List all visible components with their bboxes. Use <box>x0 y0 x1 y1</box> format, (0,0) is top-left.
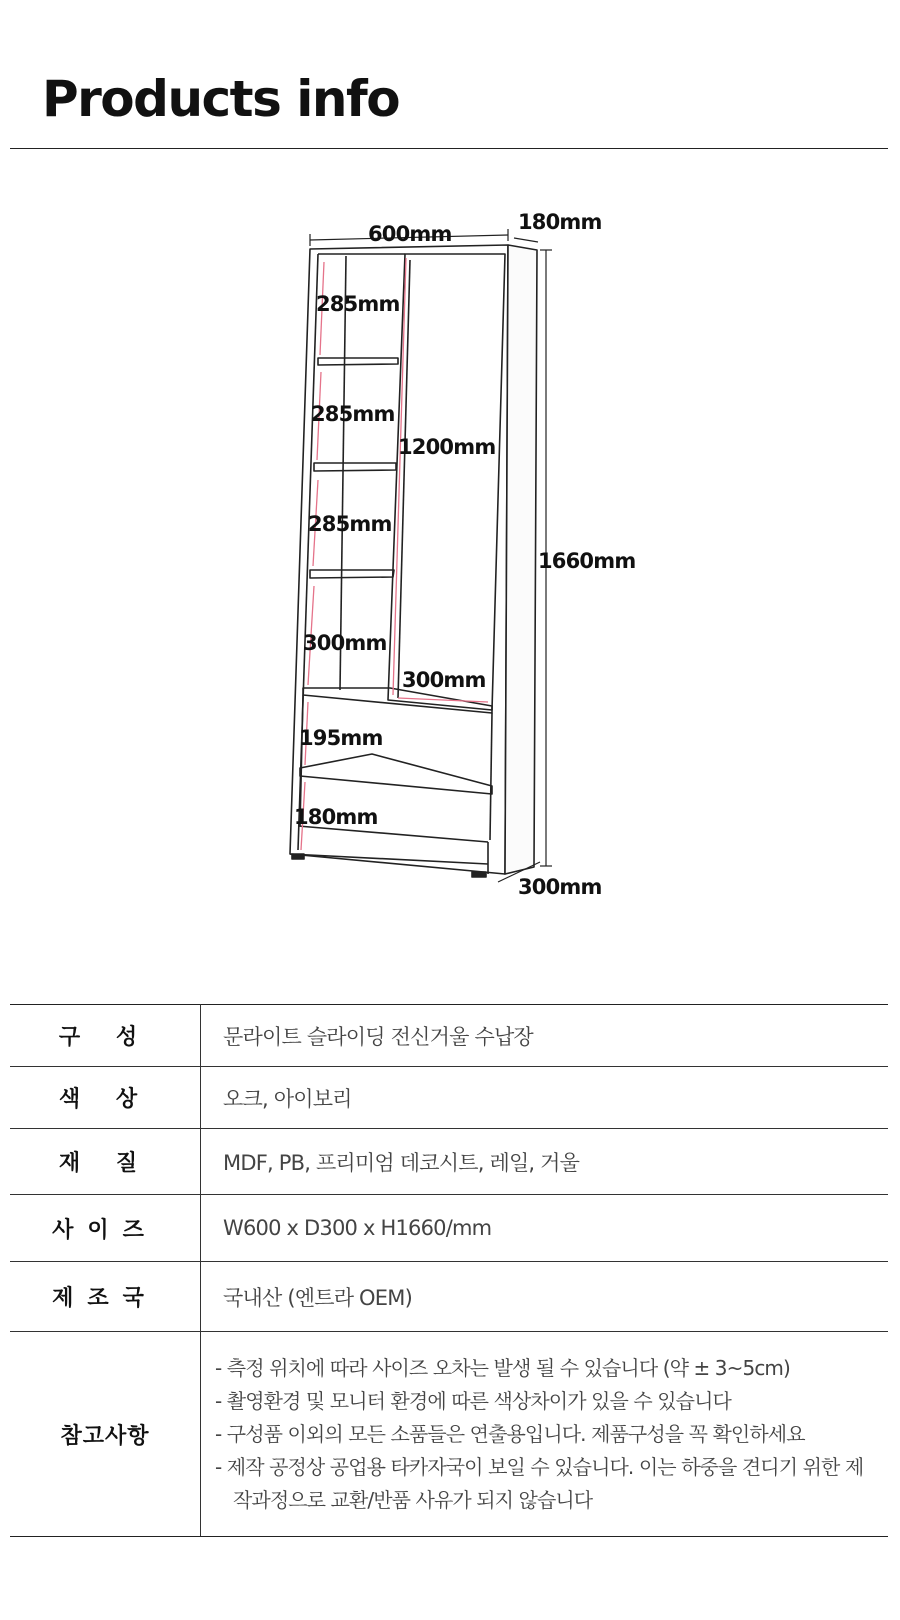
spec-label: 색 상 <box>10 1067 201 1129</box>
cabinet-side-panel <box>505 245 537 874</box>
spec-row-material <box>10 1129 888 1195</box>
shelf-height-label: 285mm <box>308 512 392 536</box>
shelf-height-label: 180mm <box>294 805 378 829</box>
height-label: 1660mm <box>538 549 636 573</box>
note-item: - 측정 위치에 따라 사이즈 오차는 발생 될 수 있습니다 (약 ± 3~5cm) <box>215 1355 790 1380</box>
spec-row-composition <box>10 1005 888 1067</box>
spec-label: 사이즈 <box>10 1195 201 1262</box>
shelf-height-label: 300mm <box>303 631 387 655</box>
title-divider <box>10 148 888 149</box>
spec-notes-cell <box>201 1332 889 1537</box>
shelf-height-label: 195mm <box>299 726 383 750</box>
spec-label: 재 질 <box>10 1129 201 1195</box>
cabinet-drawing <box>0 150 900 950</box>
page-title: Products info <box>42 70 400 128</box>
spec-row-color <box>10 1067 888 1129</box>
spec-row-origin <box>10 1262 888 1332</box>
depth-bottom-label: 300mm <box>518 875 602 899</box>
width-label: 600mm <box>368 222 452 246</box>
spec-table <box>10 1004 888 1537</box>
spec-value: 오크, 아이보리 <box>201 1067 889 1129</box>
depth-top-label: 180mm <box>518 210 602 234</box>
mirror-door <box>388 254 505 710</box>
mirror-height-label: 1200mm <box>398 435 496 459</box>
cabinet-dimension-diagram <box>0 150 900 950</box>
spec-label: 제조국 <box>10 1262 201 1332</box>
spec-label: 구 성 <box>10 1005 201 1067</box>
note-item: - 구성품 이외의 모든 소품들은 연출용입니다. 제품구성을 꼭 확인하세요 <box>215 1421 805 1446</box>
notes-list <box>215 1352 872 1517</box>
spec-label: 참고사항 <box>10 1332 201 1537</box>
spec-value: W600 x D300 x H1660/mm <box>201 1195 889 1262</box>
spec-row-notes <box>10 1332 888 1537</box>
mirror-bottom-label: 300mm <box>402 668 486 692</box>
spec-value: 국내산 (엔트라 OEM) <box>201 1262 889 1332</box>
note-item: - 제작 공정상 공업용 타카자국이 보일 수 있습니다. 이는 하중을 견디기 위한 제작과정으로 교환/반품 사유가 되지 않습니다 <box>215 1454 864 1512</box>
shelf-height-label: 285mm <box>311 402 395 426</box>
spec-value: MDF, PB, 프리미엄 데코시트, 레일, 거울 <box>201 1129 889 1195</box>
spec-row-size <box>10 1195 888 1262</box>
note-item: - 촬영환경 및 모니터 환경에 따른 색상차이가 있을 수 있습니다 <box>215 1388 731 1413</box>
spec-value: 문라이트 슬라이딩 전신거울 수납장 <box>201 1005 889 1067</box>
cabinet-outline <box>290 245 508 874</box>
shelf-height-label: 285mm <box>316 292 400 316</box>
